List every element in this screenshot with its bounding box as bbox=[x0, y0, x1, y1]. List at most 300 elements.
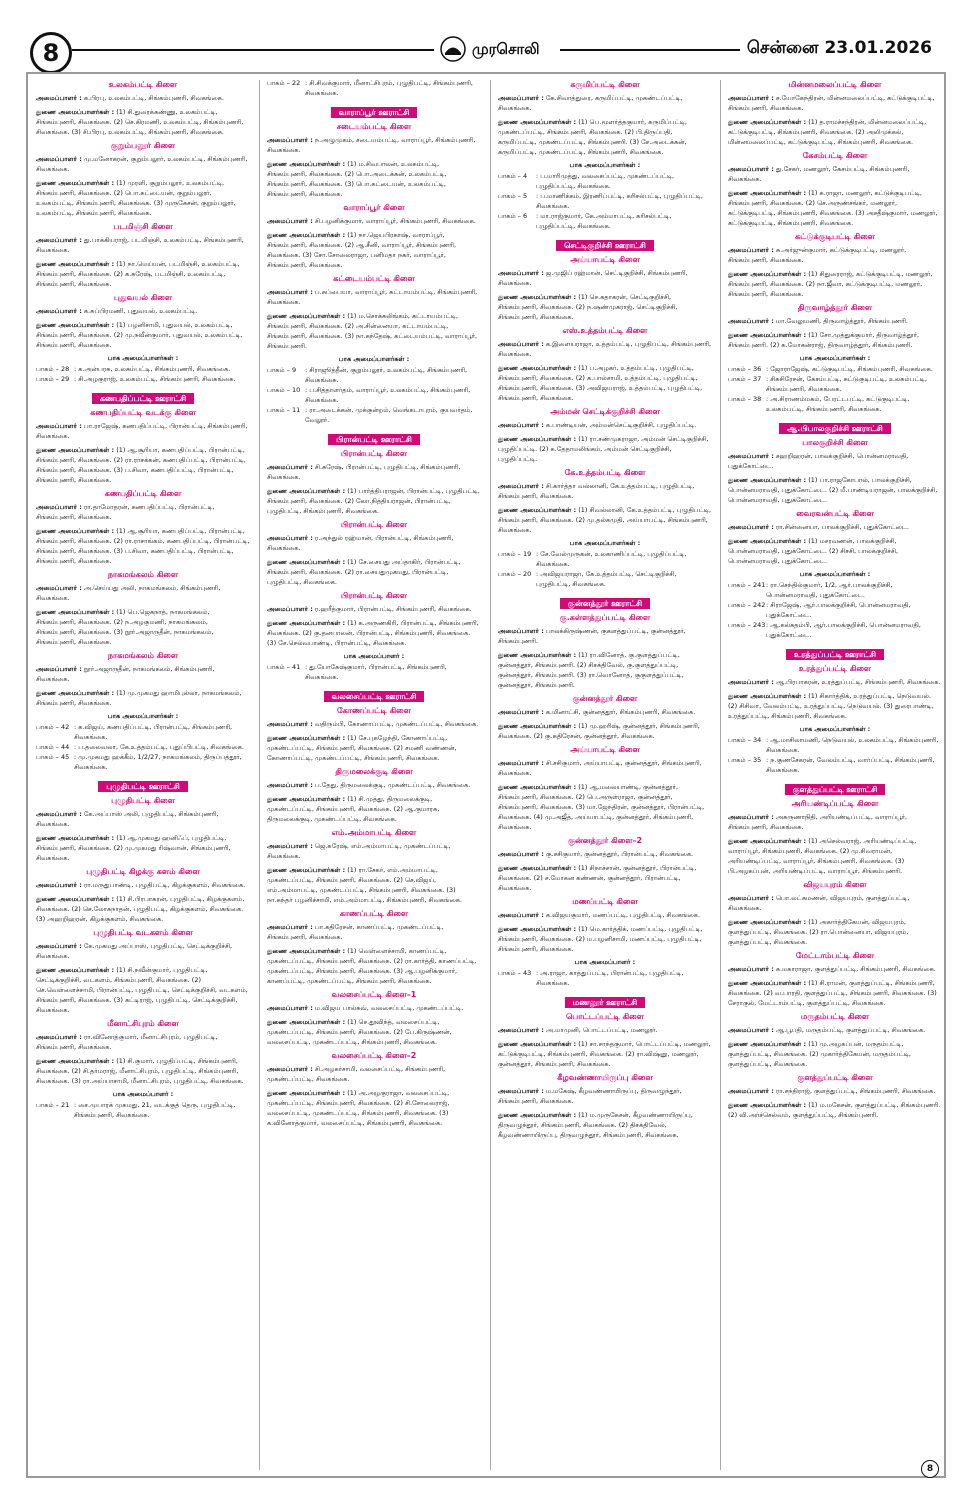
branch-heading: பிரான்பட்டி கிளை bbox=[340, 520, 408, 529]
role-label: துணை அமைப்பாளர்கள் : bbox=[498, 1111, 577, 1119]
organizer-entry bbox=[267, 719, 481, 729]
names-text: (1) சி.முத்து, திருமலைக்குடி, முகண்டப்பட்டி, சிங்கம்புணரி, சிவகங்கை. (2) ஆ.குமாரசு, திருமலைக்குடி, முகண்டப்பட்டி, சிவகங்கை. bbox=[267, 795, 440, 823]
role-label: அமைப்பாளர் : bbox=[36, 155, 82, 163]
booth-number: பாகம் – 36 bbox=[728, 365, 762, 373]
booth-organizers-heading: பாக அமைப்பாளர்கள் : bbox=[799, 570, 871, 578]
rising-sun-logo-icon bbox=[440, 36, 466, 62]
organizer-entry bbox=[267, 1017, 481, 1047]
booth-organizer: : அவிஜயராஜா, கே.உத்தம்பட்டி, செட்டிகுறிச்சி, புழுதிபட்டி, சிவகங்கை. bbox=[536, 570, 677, 588]
names-text: ச.யோகேந்திரன், மின்னமலைப்பட்டி, கட்டுக்குடிபட்டி, சிங்கம்புணரி, சிவகங்கை. bbox=[728, 94, 935, 112]
names-text: க.பிரபு, உலகம்பட்டி, சிங்கம்புணரி, சிவகங்கை. bbox=[83, 94, 224, 102]
names-text: து.பாக்கியராஜ், படமிஞ்சி, உலகம்பட்டி, சிங்கம்புணரி, சிவகங்கை. bbox=[36, 236, 244, 254]
branch-heading: வலசைப்பட்டி கிளை–1 bbox=[331, 990, 417, 999]
names-text: ர.ஹரீத்குமார், பிரான்பட்டி, சிங்கம்புணரி, சிவகங்கை. bbox=[314, 605, 472, 613]
names-text: (1) சிநாச்சான், குன்னத்தூர், பிரான்பட்டி, சிவகங்கை. (2) ச.மோகன கண்ணன், குன்னத்தூர், பிரான்பட்டி, சிவகங்கை. bbox=[498, 864, 697, 892]
panchayat-banner bbox=[267, 684, 481, 703]
names-text: ஆ.பிரபாகரன், உரத்துப்பட்டி, சிங்கம்புணரி, சிவகங்கை. bbox=[775, 678, 941, 686]
booth-organizers-heading: பாக அமைப்பாளர்கள் : bbox=[569, 161, 641, 169]
names-text: (1) ம.முருகேசன், கீழவண்ணாயிருப்பு, திருவழுந்தூர், சிங்கம்புணரி, சிவகங்கை. (2) திசக்திவேல், கீழவண்ணாயிருப்பு, திருவழுந்தூர், சிங்கம்புணரி, சிவகங்கை. bbox=[498, 1111, 693, 1139]
role-label: அமைப்பாளர் : bbox=[36, 942, 82, 950]
names-text: பா.ராஜேஷ், கணபதிப்பட்டி, பிரான்பட்டி, சிங்கம்புணரி, சிவகங்கை. bbox=[36, 422, 248, 440]
branch-heading: கட்டையம்பட்டி கிளை bbox=[333, 274, 415, 283]
organizer-entry bbox=[36, 178, 250, 218]
role-label: அமைப்பாளர் : bbox=[498, 759, 544, 767]
role-label: அமைப்பாளர் : bbox=[267, 1065, 313, 1073]
branch-heading: எம்.அம்மாபட்டி கிளை bbox=[331, 828, 417, 837]
names-text: பொ.லட்சுமணன், விஜயபுரம், குளத்துப்பட்டி, சிவகங்கை. bbox=[728, 894, 910, 912]
booth-entry bbox=[267, 405, 481, 425]
organizer-entry bbox=[498, 849, 712, 859]
role-label: அமைப்பாளர் : bbox=[267, 781, 313, 789]
booth-organizers-heading: பாக அமைப்பாளர் : bbox=[112, 1090, 174, 1098]
names-text: ஆ.பூபதி, மருதம்பட்டி, குளத்துப்பட்டி, சிவகங்கை. bbox=[775, 1026, 926, 1034]
role-label: அமைப்பாளர் : bbox=[36, 584, 82, 592]
role-label: அமைப்பாளர் : bbox=[36, 236, 82, 244]
branch-heading: திருமலைக்குடி கிளை bbox=[335, 767, 413, 776]
role-label: துணை அமைப்பாளர்கள் : bbox=[36, 321, 115, 329]
role-label: துணை அமைப்பாளர்கள் : bbox=[267, 619, 346, 627]
organizer-entry bbox=[498, 292, 712, 322]
organizer-entry bbox=[498, 117, 712, 157]
role-label: அமைப்பாளர் : bbox=[267, 534, 313, 542]
organizer-entry bbox=[36, 93, 250, 103]
names-text: கே.அப்பாஸ் அலி, புழுதிபட்டி, சிங்கம்புணரி, சிவகங்கை. bbox=[36, 810, 219, 828]
names-text: (1) ஆ.சூரியா, கணபதிப்பட்டி, பிரான்பட்டி, சிங்கம்புணரி, சிவகங்கை. (2) ரா.ராசாங்கம், கணபதிப்பட்டி, பிரான்பட்டி, சிங்கம்புணரி, சிவகங்கை. (3) ப.சிவா, கணபதிப்பட்டி, பிரான்பட்டி, சிங்கம்புணரி, சிவகங்கை. bbox=[36, 527, 250, 565]
organizer-entry bbox=[267, 946, 481, 986]
role-label: அமைப்பாளர் : bbox=[267, 136, 313, 144]
column-divider bbox=[490, 80, 491, 1470]
panchayat-banner bbox=[728, 777, 942, 796]
branch-heading: உலகம்பட்டி கிளை bbox=[108, 80, 178, 89]
booth-organizers-heading: பாக அமைப்பாளர்கள் : bbox=[569, 539, 641, 547]
organizer-entry bbox=[267, 462, 481, 482]
booth-number: பாகம் – 243 bbox=[728, 621, 766, 629]
role-label: துணை அமைப்பாளர்கள் : bbox=[36, 689, 115, 697]
organizer-entry bbox=[267, 159, 481, 199]
footer-page-number: 8 bbox=[921, 1460, 939, 1478]
organizer-entry bbox=[728, 964, 942, 974]
booth-number: பாகம் – 5 bbox=[498, 192, 528, 200]
organizer-entry bbox=[267, 922, 481, 942]
booth-entry bbox=[728, 600, 942, 620]
names-text: ப.சுப்பையா, வாராப்பூர், கட்டாயம்பட்டி, சிங்கம்புணரி, சிவகங்கை. bbox=[267, 288, 478, 306]
names-text: நூர்.அஜாருதீன், நாகமங்கலம், சிங்கம்புணரி, சிவகங்கை. bbox=[36, 665, 215, 683]
names-text: ம.விஜய பால்சுவ், வலசைப்பட்டி, முகண்டப்பட்டி. bbox=[314, 1004, 464, 1012]
role-label: துணை அமைப்பாளர்கள் : bbox=[36, 527, 115, 535]
organizer-entry bbox=[267, 604, 481, 614]
booth-number: பாகம் – 44 bbox=[36, 743, 70, 751]
organizer-entry bbox=[498, 434, 712, 464]
names-text: (1) செ.தூவிந்த், வலசைப்பட்டி, முகண்டப்பட்டி, சிங்கம்புணரி, சிவகங்கை. (2) பே.கிருஷ்ணன், வலசைப்பட்டி, முகண்டப்பட்டி, சிங்கம்புணரி, சிவகங்கை. bbox=[267, 1018, 452, 1046]
role-label: அமைப்பாளர் : bbox=[728, 452, 774, 460]
booth-entry bbox=[36, 742, 250, 752]
names-text: ரா.மருதுபாண்டி, புழுதிபட்டி, கிழக்குகளம், சிவகங்கை. bbox=[83, 881, 246, 889]
branch-heading: உரத்துப்பட்டி கிளை bbox=[798, 664, 872, 673]
branch-heading: வைரவன்பட்டி கிளை bbox=[796, 509, 874, 518]
role-label: அமைப்பாளர் : bbox=[267, 1004, 313, 1012]
panchayat-banner-label: பிரான்பட்டி ஊராட்சி bbox=[328, 434, 420, 445]
organizer-entry bbox=[267, 841, 481, 861]
booth-organizer: : சிசுசிரேசன், கேசம்பட்டி, கட்டுகுடிபட்டி, உலகம்பட்டி, சிங்கம்புணரி, சிவகங்கை. bbox=[766, 375, 927, 393]
branch-heading: கணபதிப்பட்டி கிளை bbox=[104, 489, 182, 498]
panchayat-banner-label: குளத்துப்பட்டி ஊராட்சி bbox=[785, 784, 886, 795]
organizer-entry bbox=[498, 505, 712, 535]
role-label: துணை அமைப்பாளர்கள் : bbox=[498, 651, 577, 659]
organizer-entry bbox=[36, 526, 250, 566]
branch-heading: புழுதிபட்டி கிழக்கு களம் கிளை bbox=[86, 867, 200, 876]
names-text: (1) பழனிசாமி, புதுவயல், உலகம்பட்டி, சிங்கம்புணரி, சிவகங்கை. (2) மு.நவீன்குமார், புதுவயல், உலகம்பட்டி, சிங்கம்புணரி, சிவகங்கை. bbox=[36, 321, 243, 349]
branch-heading: பிரான்பட்டி கிளை bbox=[340, 449, 408, 458]
role-label: அமைப்பாளர் : bbox=[267, 217, 313, 225]
organizer-entry bbox=[267, 865, 481, 905]
role-label: அமைப்பாளர் : bbox=[267, 842, 313, 850]
role-label: அமைப்பாளர் : bbox=[36, 1033, 82, 1041]
names-text: சு.அர்ஜுன்குமார், கட்டுக்குடிபட்டி, மணலூர், சிங்கம்புணரி, சிவகங்கை. bbox=[728, 246, 907, 264]
panchayat-banner-label: செட்டிகுறிச்சி ஊராட்சி bbox=[556, 240, 654, 251]
organizer-entry bbox=[498, 363, 712, 403]
booth-organizer: : அ.சிராணம்மகம், பேரட்டபட்டி, கட்டுகுடிபட்டி, உலகம்பட்டி, சிங்கம்புணரி, சிவகங்கை. bbox=[766, 395, 910, 413]
booth-organizer: : சி.அழகுராஜ், உலகம்பட்டி, சிங்கம்புணரி, சிவகங்கை. bbox=[74, 375, 236, 383]
organizer-entry bbox=[267, 1088, 481, 1128]
organizer-entry bbox=[728, 188, 942, 228]
names-text: கு.சசிகுமார், குன்னத்தூர், பிரான்பட்டி, சிவகங்கை. bbox=[545, 850, 694, 858]
branch-heading: கேசம்பட்டி கிளை bbox=[802, 151, 868, 160]
booth-organizer: : சை.முபாரக் முகமது, 21, வடக்குத் தெரு, புழுதிபட்டி, சிங்கம்புணரி, சிவகங்கை. bbox=[74, 1101, 236, 1119]
organizer-entry bbox=[36, 421, 250, 441]
column-2 bbox=[267, 78, 481, 1476]
booth-entry bbox=[728, 620, 942, 640]
organizer-entry bbox=[498, 758, 712, 778]
booth-organizers-heading: பாக அமைப்பாளர் : bbox=[574, 958, 636, 966]
organizer-entry bbox=[36, 107, 250, 137]
booth-entry bbox=[36, 364, 250, 374]
role-label: அமைப்பாளர் : bbox=[728, 894, 774, 902]
organizer-entry bbox=[728, 893, 942, 913]
booth-organizer: : ஜோராஜேஷ், கட்டுகுடிபட்டி, சிங்கம்புணரி, சிவகங்கை. bbox=[766, 365, 933, 373]
names-text: க.சுப்பிரமணி, புதுவயல், உலகம்பட்டி. bbox=[83, 307, 198, 315]
organizer-entry bbox=[267, 486, 481, 516]
role-label: துணை அமைப்பாளர்கள் : bbox=[267, 160, 346, 168]
booth-number: பாகம் – 35 bbox=[728, 756, 762, 764]
organizer-entry bbox=[728, 269, 942, 299]
names-text: து.சேகர், மணலூர், கேசம்பட்டி, சிங்கம்புணரி, சிவகங்கை. bbox=[728, 165, 910, 183]
organizer-entry bbox=[498, 863, 712, 893]
branch-heading: எஸ்.உத்தம்பட்டி கிளை bbox=[562, 326, 648, 335]
panchayat-banner-label: வாராப்பூர் ஊராட்சி bbox=[331, 107, 418, 118]
names-text: (1) க.அருணகிரி, பிரான்பட்டி, சிங்கம்புணரி, சிவகங்கை. (2) கு.தனபாலன், பிரான்பட்டி, சிங்கம்புணரி, சிவகங்கை. (3) சே.செல்வபாண்டி, பிரான்பட்டி, சிவகங்கை. bbox=[267, 619, 479, 647]
role-label: அமைப்பாளர் : bbox=[728, 965, 774, 973]
branch-heading: அய்யாபட்டி கிளை bbox=[570, 745, 640, 754]
organizer-entry bbox=[728, 1100, 942, 1120]
booth-entry bbox=[728, 374, 942, 394]
booth-number: பாகம் – 41 bbox=[267, 663, 301, 671]
organizer-entry bbox=[36, 154, 250, 174]
branch-heading: பிரான்பட்டி கிளை bbox=[340, 591, 408, 600]
names-text: (1) மசரவணன், பாலக்குறிச்சி, பொன்னமராவதி, புதுக்கோட்டை. (2) சிசசி, பாலக்குறிச்சி, பொன்னமராவதி, புதுக்கோட்டை. bbox=[728, 537, 899, 565]
organizer-entry bbox=[498, 721, 712, 741]
branch-heading: மருதம்பட்டி கிளை bbox=[800, 1012, 870, 1021]
organizer-entry bbox=[267, 557, 481, 587]
organizer-entry bbox=[267, 733, 481, 763]
branch-heading: காணப்பட்டி கிளை bbox=[339, 909, 409, 918]
names-text: (1) ம.சிவபாலன், உலகம்பட்டி, சிங்கம்புணரி, சிவகங்கை. (2) பொ.அடைக்கன், உலகம்பட்டி, சிங்கம்புணரி, சிவகங்கை. (3) பொ.கட்டையன், உலகம்பட்டி, சிங்கம்புணரி, சிவகங்கை. bbox=[267, 160, 447, 198]
organizer-entry bbox=[36, 880, 250, 890]
organizer-entry bbox=[498, 707, 712, 717]
branch-heading: விஜயபுரம் கிளை bbox=[803, 880, 867, 889]
organizer-entry bbox=[728, 330, 942, 350]
organizer-entry bbox=[498, 782, 712, 832]
booth-organizer: : அ.ராஜா, காத்துப்பட்டி, பிரான்பட்டி, புழுதிபட்டி, சிவகங்கை. bbox=[536, 969, 684, 987]
branch-heading: மணப்பட்டி கிளை bbox=[572, 897, 638, 906]
organizer-entry bbox=[36, 259, 250, 289]
role-label: அமைப்பாளர் : bbox=[498, 269, 544, 277]
organizer-entry bbox=[498, 339, 712, 359]
booth-number: பாகம் – 38 bbox=[728, 395, 762, 403]
booth-entry bbox=[36, 722, 250, 742]
booth-entry bbox=[498, 569, 712, 589]
organizer-entry bbox=[267, 287, 481, 307]
role-label: துணை அமைப்பாளர்கள் : bbox=[36, 834, 115, 842]
panchayat-banner bbox=[728, 642, 942, 661]
organizer-entry bbox=[728, 93, 942, 113]
booth-organizers-heading: பாக அமைப்பாளர்கள் : bbox=[107, 354, 179, 362]
organizer-entry bbox=[498, 268, 712, 288]
organizer-entry bbox=[36, 965, 250, 1015]
organizer-entry bbox=[36, 320, 250, 350]
role-label: அமைப்பாளர் : bbox=[267, 923, 313, 931]
branch-heading: மீனாட்சிபுரம் கிளை bbox=[107, 1019, 179, 1028]
names-text: (1) பெ.மூளர்த்தகுமார், கருமிப்பட்டி, முகண்டப்பட்டி, சிங்கம்புணரி, சிவகங்கை. (2) பி.திருப்பதி, கருமிப்பட்டி, முகண்டப்பட்டி, சிங்கம்புணரி. (3) சே.அடைக்கன், கருமிப்பட்டி, முகண்டப்பட்டி, சிங்கம்புணரி, சிவகங்கை. bbox=[498, 118, 687, 156]
names-text: அ.மாமுனி, பொட்டப்பட்டி, மணலூர். bbox=[545, 1026, 658, 1034]
branch-heading: நாகமங்கலம் கிளை bbox=[107, 570, 179, 579]
names-text: (1) அகார்த்திகேயன், விஜயபுரம், குளத்துப்பட்டி, சிவகங்கை. (2) ரா.பொன்னையா, விஜயபுரம், குளத்துப்பட்டி, சிவகங்கை. bbox=[728, 918, 909, 946]
names-text: (1) ஆ.முகமது ஹனிஃப், புழுதிபட்டி, சிங்கம்புணரி, சிவகங்கை. (2) மு.முகமது ரிஷ்வான், சிங்கம்புணரி, சிவகங்கை. bbox=[36, 834, 231, 862]
organizer-entry bbox=[36, 894, 250, 924]
booth-entry bbox=[267, 662, 481, 682]
branch-heading: குன்னத்தூர் கிளை bbox=[572, 694, 638, 703]
booth-entry bbox=[267, 385, 481, 405]
column-1 bbox=[36, 78, 250, 1476]
names-text: ம.மகேஷ், கீழவண்ணாயிருப்பு, திருவழுந்தூர், சிங்கம்புணரி, சிவகங்கை. bbox=[498, 1087, 682, 1105]
booth-organizer: : மு.முகமது ஹக்கீம், 1/2/27, நாகமங்கலம், திருப்பத்தூர், சிவகங்கை. bbox=[74, 753, 242, 771]
booth-organizers-heading: பாக அமைப்பாளர்கள் : bbox=[107, 712, 179, 720]
branch-heading: திருவாழ்த்தூர் கிளை bbox=[797, 303, 873, 312]
role-label: அமைப்பாளர் : bbox=[728, 317, 774, 325]
names-text: (1) முரளி, குறும்பலூர், உலகம்பட்டி, சிங்கம்புணரி, சிவகங்கை. (2) பொ.கட்டையன், குறும்பலூர், உலகம்பட்டி, சிங்கம்புணரி, சிவகங்கை. (3) முருகேசன், குறும்பலூர், உலகம்பட்டி, சிங்கம்புணரி, சிவகங்கை. bbox=[36, 179, 236, 217]
organizer-entry bbox=[728, 691, 942, 721]
names-text: ரா.சந்திராஜ், குளத்துப்பட்டி, சிங்கம்புணரி, சிவகங்கை. bbox=[775, 1087, 936, 1095]
booth-entry bbox=[498, 191, 712, 211]
role-label: துணை அமைப்பாளர்கள் : bbox=[36, 108, 115, 116]
names-text: (1) பா.ராஜகோபால், பாலக்குறிச்சி, பொன்னமராவதி, புதுக்கோட்டை. (2) மீ.பாண்டியராஜன், பாலக்குறிச்சி, பொன்னமராவதி, புதுக்கோட்டை. bbox=[728, 476, 938, 504]
names-text: (1) சோ.முத்துக்குமார், திருவாழ்த்தூர், சிங்கம்புணரி. (2) க.மோகன்ராஜ், திருவாழ்த்தூர், சிங்கம்புணரி. bbox=[728, 331, 920, 349]
names-text: க.பாண்டியன், அம்மன்செட்டிகுறிச்சி, புழுதிப்பட்டி. bbox=[545, 421, 697, 429]
booth-organizer: : க.அன்பரசு, உலகம்பட்டி, சிங்கம்புணரி, சிவகங்கை. bbox=[74, 365, 231, 373]
booth-organizers-heading: பாக அமைப்பாளர் : bbox=[343, 652, 405, 660]
organizer-entry bbox=[498, 1086, 712, 1106]
organizer-entry bbox=[498, 1110, 712, 1140]
booth-number: பாகம் – 10 bbox=[267, 386, 301, 394]
organizer-entry bbox=[498, 420, 712, 430]
organizer-entry bbox=[728, 978, 942, 1008]
names-text: சி.சுரேஷ், பிரான்பட்டி, புழுதிபட்டி, சிங்கம்புணரி, சிவகங்கை. bbox=[267, 463, 461, 481]
booth-entry bbox=[36, 374, 250, 384]
panchayat-banner bbox=[728, 416, 942, 435]
role-label: துணை அமைப்பாளர்கள் : bbox=[728, 837, 807, 845]
booth-entry bbox=[267, 365, 481, 385]
names-text: (1) சி.நவீன்குமார், புழுதிபட்டி, செட்டிக்குறிச்சி, வடகளம், சிங்கம்புணரி, சிவகங்கை. (2) செ.வெள்ளைச்சாமி, பிரான்பட்டி, புழுதிபட்டி, செட்டிக்குறிச்சி, வடகளம், சிங்கம்புணரி, சிவகங்கை. (3) கட்டிராஜ், புழுதிபட்டி, செட்டிக்குறிச்சி, சிவகங்கை. bbox=[36, 966, 248, 1014]
role-label: துணை அமைப்பாளர்கள் : bbox=[728, 1040, 807, 1048]
booth-organizer: : ஆ.மாசிலாமணி, நெடுவயல், உலகம்பட்டி, சிங்கம்புணரி, சிவகங்கை. bbox=[766, 736, 939, 754]
role-label: துணை அமைப்பாளர்கள் : bbox=[498, 506, 577, 514]
role-label: துணை அமைப்பாளர்கள் : bbox=[267, 866, 346, 874]
role-label: அமைப்பாளர் : bbox=[36, 665, 82, 673]
names-text: சி.பழனிக்குமார், வாராப்பூர், சிங்கம்புணரி, சிவகங்கை. bbox=[314, 217, 476, 225]
role-label: துணை அமைப்பாளர்கள் : bbox=[498, 864, 577, 872]
role-label: துணை அமைப்பாளர்கள் : bbox=[498, 435, 577, 443]
booth-organizer: : மா.ராஜ்குமார், கே.அம்மாபட்டி, கரிசல்பட்டி, புழுதிப்பட்டி, சிவகங்கை. bbox=[536, 212, 672, 230]
branch-heading: கே.உத்தம்பட்டி கிளை bbox=[564, 468, 646, 477]
names-text: (1) வெள்ளைச்சாமி, காணப்பட்டி, முகண்டப்பட்டி, சிங்கம்புணரி, சிவகங்கை. (2) ரா.கார்த்தி, காணப்பட்டி, முகண்டப்பட்டி, சிங்கம்புணரி, சிவகங்கை. (3) ஆ.பழனிக்குமார், காணப்பட்டி, முகண்டப்பட்டி, சிங்கம்புணரி, சிவகங்கை. bbox=[267, 947, 477, 985]
panchayat-banner bbox=[267, 427, 481, 446]
branch-heading: அம்மன் செட்டிக்குறிச்சி கிளை bbox=[550, 407, 660, 416]
panchayat-banner-label: வலசைப்பட்டி ஊராட்சி bbox=[324, 691, 425, 702]
booth-organizer: : ப.மாணிக்கம், இரணிப்பட்டி, கரிசல்பட்டி, புழுதிப்பட்டி, சிவகங்கை. bbox=[536, 192, 703, 210]
role-label: அமைப்பாளர் : bbox=[728, 813, 774, 821]
organizer-entry bbox=[498, 626, 712, 646]
booth-entry bbox=[36, 752, 250, 772]
organizer-entry bbox=[267, 533, 481, 553]
role-label: அமைப்பாளர் : bbox=[728, 165, 774, 173]
organizer-entry bbox=[728, 164, 942, 184]
organizer-entry bbox=[267, 794, 481, 824]
booth-number: பாகம் – 29 bbox=[36, 375, 70, 383]
branch-heading: பாலகுறிச்சி கிளை bbox=[802, 438, 868, 447]
role-label: அமைப்பாளர் : bbox=[728, 246, 774, 254]
role-label: துணை அமைப்பாளர்கள் : bbox=[267, 231, 346, 239]
names-text: (1) ம.மகேசன், குளத்துப்பட்டி, சிங்கம்புணரி. (2) வி.அர்ச்செல்வம், குளத்துப்பட்டி, சிங்கம்புணரி. bbox=[728, 1101, 941, 1119]
newspaper-name: முரசொலி bbox=[472, 40, 540, 58]
names-text: கே.சிவாத்துரை, கருமிப்பட்டி, முகண்டப்பட்டி, சிவகங்கை. bbox=[498, 94, 683, 112]
role-label: துணை அமைப்பாளர்கள் : bbox=[267, 558, 346, 566]
booth-organizer: : ப.மாரிமுத்து, வலசைப்பட்டி, முகண்டப்பட்டி, புழுதிப்பட்டி, சிவகங்கை. bbox=[536, 172, 675, 190]
branch-heading: குன்னத்தூர் கிளை–2 bbox=[567, 836, 643, 845]
branch-heading: புதுவயல் கிளை bbox=[113, 293, 173, 302]
organizer-entry bbox=[728, 522, 942, 532]
branch-heading: கு.கள்ளத்துப்பட்டி கிளை bbox=[559, 613, 651, 622]
role-label: துணை அமைப்பாளர்கள் : bbox=[498, 925, 577, 933]
organizer-entry bbox=[267, 1064, 481, 1084]
names-text: கே.முகமது அப்பாஸ், புழுதிபட்டி, செட்டிக்குறிச்சி, சிவகங்கை. bbox=[36, 942, 233, 960]
names-text: (1) ஆ.சூரியா, கணபதிப்பட்டி, பிரான்பட்டி, சிங்கம்புணரி, சிவகங்கை. (2) ரா.ராசக்கன், கணபதிப்பட்டி, பிரான்பட்டி, சிங்கம்புணரி, சிவகங்கை. (3) ப.சிவா, கணபதிப்பட்டி, பிரான்பட்டி, சிங்கம்புணரி, சிவகங்கை. bbox=[36, 446, 246, 484]
role-label: துணை அமைப்பாளர்கள் : bbox=[728, 979, 807, 987]
names-text: (1) சு.ராஜா, மணலூர், கட்டுக்குடிபட்டி, சிங்கம்புணரி, சிவகங்கை. (2) செ.அருண்சங்கர், மணலூர், கட்டுக்குடிபட்டி, சிங்கம்புணரி, சிவகங்கை. (3) அசதீஷ்குமார், மணலூர், கட்டுக்குடிபட்டி, சிங்கம்புணரி, சிவகங்கை. bbox=[728, 189, 938, 227]
organizer-entry bbox=[498, 93, 712, 113]
role-label: துணை அமைப்பாளர்கள் : bbox=[728, 270, 807, 278]
role-label: துணை அமைப்பாளர்கள் : bbox=[267, 795, 346, 803]
role-label: அமைப்பாளர் : bbox=[728, 1087, 774, 1095]
names-text: (1) செ.கதாகரன், செட்டிகுறிச்சி, சிங்கம்புணரி, சிவகங்கை. (2) ந.ஷண்முகராஜ், செட்டிகுறிச்சி, சிங்கம்புணரி, சிவகங்கை. bbox=[498, 293, 678, 321]
booth-number: பாகம் – 20 bbox=[498, 570, 532, 578]
booth-organizers-heading: பாக அமைப்பாளர்கள் : bbox=[799, 354, 871, 362]
booth-number: பாகம் – 34 bbox=[728, 736, 762, 744]
names-text: சி.அழகர்சாமி, வலசைப்பட்டி, சிங்கம்புணரி, முகண்டப்பட்டி, சிவகங்கை. bbox=[267, 1065, 446, 1083]
names-text: ந.அழுமுகம், சடையம்பட்டி, வாராப்பூர், சிங்கம்புணரி, சிவகங்கை. bbox=[267, 136, 476, 154]
booth-entry bbox=[498, 549, 712, 569]
branch-heading: புழுதிபட்டி கிளை bbox=[111, 796, 175, 805]
booth-organizers-heading: பாக அமைப்பாளர்கள் : bbox=[799, 725, 871, 733]
organizer-entry bbox=[267, 216, 481, 226]
panchayat-banner-label: ஆ.பிபாலகுறிச்சி ஊராட்சி bbox=[779, 423, 891, 434]
names-text: (1) சிதுரைராஜ், கட்டுக்குடிபட்டி, மணலூர், சிங்கம்புணரி, சிவகங்கை. (2) நா.ஜீவா, கட்டுக்குடிபட்டி, மணலூர், சிங்கம்புணரி, சிவகங்கை. bbox=[728, 270, 933, 298]
names-text: (1) நா.ஜெயபிரகாஷ், வாராப்பூர், சிங்கம்புணரி, சிவகங்கை. (2) ஆ.சீனி, வாராப்பூர், சிங்கம்புணரி, சிவகங்கை. (3) சோ.சோலைராஜா, பனிமதா நகர், வாராப்பூர், சிங்கம்புணரி, சிவகங்கை. bbox=[267, 231, 457, 269]
names-text: ர.அந்துல் ரஹ்மான், பிரான்பட்டி, சிங்கம்புணரி, சிவகங்கை. bbox=[267, 534, 454, 552]
names-text: (1) ரா.சேகர், எம்.அம்மாபட்டி, முகண்டப்பட்டி, சிங்கம்புணரி, சிவகங்கை. (2) செ.விஜய், எம்.அம்மாபட்டி, முகண்டப்பட்டி, சிங்கம்புணரி, சிவகங்கை. (3) நா.கந்தர் பழனிச்சாமி, எம்.அம்மாபட்டி, சிங்கம்புணரி, சிவகங்கை. bbox=[267, 866, 463, 904]
panchayat-banner-label: குன்னத்தூர் ஊராட்சி bbox=[560, 598, 650, 609]
organizer-entry bbox=[498, 1039, 712, 1069]
column-4 bbox=[728, 78, 942, 1476]
names-text: (1) ரா.சண்முகராஜா, அம்மன் செட்டிகுறிச்சி, புழுதிப்பட்டி. (2) க.தேதாமலிங்கம், அம்மன் செட்டிகுறிச்சி, புழுதிப்பட்டி. bbox=[498, 435, 709, 463]
names-text: க.இளையராஜா, உத்தம்பட்டி, புழுதிபட்டி, சிங்கம்புணரி, சிவகங்கை. bbox=[498, 340, 712, 358]
names-text: வதிரும்பி, கோணாப்பட்டி, முகண்டப்பட்டி, சிவகங்கை. bbox=[314, 720, 479, 728]
role-label: அமைப்பாளர் : bbox=[498, 482, 544, 490]
column-3 bbox=[498, 78, 712, 1476]
role-label: அமைப்பாளர் : bbox=[728, 678, 774, 686]
role-label: அமைப்பாளர் : bbox=[36, 94, 82, 102]
booth-organizer: : சே.வேல்முருகன், உலகாணிப்பட்டி, புழுதிப்பட்டி, சிவகங்கை. bbox=[536, 550, 687, 568]
role-label: அமைப்பாளர் : bbox=[498, 340, 544, 348]
organizer-entry bbox=[728, 536, 942, 566]
names-text: (1) சி.ராமன், குளத்துப்பட்டி, சிங்கம்புணரி, சிவகங்கை. (2) வ.பாரதி, குளத்துப்பட்டி, சிங்கம்புணரி, சிவகங்கை. (3) சேராகுல், மேட்டாம்பட்டி, குளத்துப்பட்டி, சிவகங்கை. bbox=[728, 979, 937, 1007]
panchayat-banner-label: உரத்துப்பட்டி ஊராட்சி bbox=[786, 649, 884, 660]
header-rule-right bbox=[560, 49, 740, 51]
names-text: (1) சா.சாந்தகுமார், பொட்டப்பட்டி, மணலூர், கட்டுக்குடிபட்டி, சிங்கம்புணரி, சிவகங்கை. (2) ரா.விஷ்னு, மணலூர், குன்னத்தூர், சிங்கம்புணரி, சிவகங்கை. bbox=[498, 1040, 711, 1068]
panchayat-banner bbox=[498, 990, 712, 1009]
panchayat-banner bbox=[498, 233, 712, 252]
role-label: துணை அமைப்பாளர்கள் : bbox=[267, 734, 346, 742]
names-text: ரா.சின்னையா, பாலக்குறிச்சி, புதுக்கோட்டை. bbox=[775, 523, 909, 531]
booth-organizers-heading: பாக அமைப்பாளர்கள் : bbox=[338, 355, 410, 363]
organizer-entry bbox=[36, 809, 250, 829]
booth-entry bbox=[728, 755, 942, 775]
booth-entry bbox=[498, 171, 712, 191]
names-text: (1) மு.முகமது ஹாமிபுல்லா, நாகமங்கலம், சிங்கம்புணரி, சிவகங்கை. bbox=[36, 689, 242, 707]
role-label: அமைப்பாளர் : bbox=[267, 288, 313, 296]
organizer-entry bbox=[36, 1032, 250, 1052]
role-label: துணை அமைப்பாளர்கள் : bbox=[267, 487, 346, 495]
role-label: துணை அமைப்பாளர்கள் : bbox=[267, 1018, 346, 1026]
role-label: அமைப்பாளர் : bbox=[36, 307, 82, 315]
role-label: துணை அமைப்பாளர்கள் : bbox=[498, 783, 577, 791]
organizer-entry bbox=[728, 117, 942, 147]
role-label: துணை அமைப்பாளர்கள் : bbox=[728, 331, 807, 339]
role-label: அமைப்பாளர் : bbox=[267, 605, 313, 613]
names-text: (1) த.ராமச்சந்திரன், மின்னமலைப்பட்டி, கட்டுக்குடிபட்டி, சிங்கம்புணரி, சிவகங்கை. (2) அலிமுக்கல், மின்னமலைப்பட்டி, கட்டுக்குடிபட்டி, சிங்கம்புணரி, சிவகங்கை. bbox=[728, 118, 927, 146]
names-text: பாலக்கிருஷ்ணன், குகளத்துப்பட்டி, குன்னத்தூர், சிங்கம்புணரி. bbox=[498, 627, 686, 645]
organizer-entry bbox=[36, 607, 250, 647]
branch-heading: கோணப்பட்டி கிளை bbox=[337, 706, 411, 715]
column-divider bbox=[720, 80, 721, 1470]
role-label: துணை அமைப்பாளர்கள் : bbox=[728, 1101, 807, 1109]
organizer-entry bbox=[36, 833, 250, 863]
organizer-entry bbox=[498, 924, 712, 954]
booth-number: பாகம் – 42 bbox=[36, 723, 70, 731]
booth-organizer: : ரா.அடைக்கன், முக்குன்றம், வெங்கடாபுரம், குயவர்தம், வேலூர். bbox=[305, 406, 473, 424]
organizer-entry bbox=[728, 1025, 942, 1035]
organizer-entry bbox=[498, 910, 712, 920]
booth-entry bbox=[728, 580, 942, 600]
booth-number: பாகம் – 22 bbox=[267, 79, 301, 87]
